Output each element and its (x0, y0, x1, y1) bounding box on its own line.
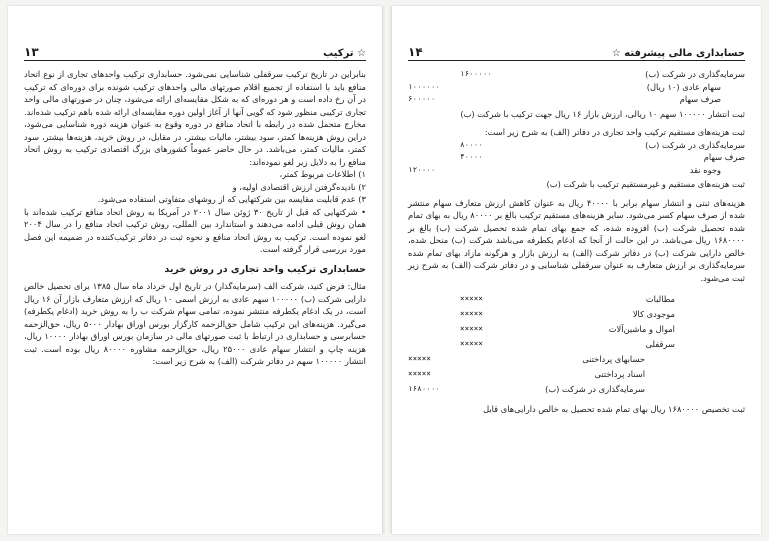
left-page (8, 6, 382, 534)
account-name: سرمایه‌گذاری در شرکت (ب) (545, 384, 645, 395)
credit-amount (408, 322, 460, 337)
allocation-row (408, 367, 745, 382)
debit-amount (460, 164, 512, 177)
book-gutter (382, 6, 392, 534)
credit-amount: ۱۲۰۰۰۰ (408, 164, 436, 174)
debit-amount (460, 367, 512, 382)
credit-amount: ۶۰۰۰۰۰ (408, 94, 436, 103)
page-number: ۱۴ (408, 45, 423, 59)
credit-amount: ××××× (408, 354, 431, 364)
page-number: ۱۳ (24, 45, 39, 59)
account-name: وجوه نقد (689, 164, 721, 175)
journal-row (408, 68, 745, 81)
debit-amount (460, 382, 512, 397)
account-name: صرف سهام (703, 152, 745, 162)
right-page-content (408, 68, 745, 422)
body-paragraph: بنابراین در تاریخ ترکیب سرقفلی شناسایی نمی‌شود. حسابداری ترکیب واحدهای تجاری از نوع اتحاد منافع باید با استفاده از تجمیع اقلام صورتهای مالی واحدهای ترکیب شونده برای دوره‌ای که ترکیب در آن رخ داده است و هر دوره‌ای که به شکل مقایسه‌ای ارائه می‌شود، چنان در صورتهای مالی واحد تجاری ترکیبی منظور شود که گویی آنها از آغاز اولین دوره مقایسه‌ای ارائه شده باهم ترکیب شده‌اند. مخارج متحمل شده در رابطه با اتحاد منافع در دوره وقوع به عنوان هزینه دوره شناسایی می‌شود، دراین روش هزینه‌ها کمتر، سود بیشتر، مالیات بیشتر، در مقابل، در روش خرید، هزینه‌ها بیشتر، سود کمتر، مالیات کمتر، می‌باشد. در حال حاضر عموماً کشورهای بزرگ اقتصادی ترکیب به روش اتحاد منافع را به دلایل زیر لغو نموده‌اند: (24, 69, 366, 167)
example-paragraph: مثال: فرض کنید، شرکت الف (سرمایه‌گذار) در تاریخ اول خرداد ماه سال ۱۳۸۵ برای تحصیل خالص دارایی شرکت (ب) ۱۰۰۰۰۰ سهم عادی به ارزش اسمی ۱۰ ریال که ارزش متعارف بازار آن ۱۶ ریال است، در یک ادغام یکطرفه منتشر نموده، تمامی سهام شرکت ب را به روش خرید (ادغام یکطرفه) می‌گیرد. هزینه‌های این ترکیب شامل حق‌الزحمه کارگزار بورس اوراق بهادار ۵۰۰۰ ریال، حق‌الزحمه حسابرسی و حسابداری در ارتباط با ثبت صورتهای مالی در سازمان بورس اوراق بهادار ۱۰۰۰۰ ریال، هزینه چاپ و انتشار سهام عادی ۲۵۰۰۰ ریال، حق‌الزحمه مشاوره ۸۰۰۰۰ ریال بوده است. ثبت انتشار ۱۰۰۰۰۰ سهم در دفاتر شرکت (الف) به شرح زیر است: (24, 281, 367, 366)
debit-amount (460, 81, 512, 94)
debit-amount: ۸۰۰۰۰ (460, 139, 483, 149)
allocation-row (408, 307, 745, 322)
account-name: موجودی کالا (632, 309, 675, 320)
journal-row (408, 164, 745, 177)
reason-item: ۱) اطلاعات مربوط کمتر، (279, 169, 366, 179)
credit-amount: ۱۶۸۰۰۰۰ (408, 384, 441, 394)
debit-amount: ۱۶۰۰۰۰۰ (460, 69, 493, 78)
journal-row (408, 151, 745, 164)
body-paragraph: هزینه‌های ثبتی و انتشار سهام برابر با ۴۰۰۰۰ ریال به عنوان کاهش ارزش متعارف سهام منتشر شده از صرف سهام کسر می‌شود. سایر هزینه‌های مستقیم ترکیب بالغ بر ۸۰۰۰۰ ریال به بهای تمام شده تحصیل شرکت (ب) افزوده شده، که جمع بهای تمام شده تحصیل شرکت (ب) بالغ بر ۱۶۸۰۰۰۰ ریال می‌باشد. در این حالت از آنجا که ادغام یکطرفه می‌باشد شرکت (ب) منحل شده، خالص دارایی شرکت (ب) در دفاتر شرکت (الف) به ارزش بازار و هرگونه مازاد بهای تمام شده سرمایه‌گذاری بر ارزش متعارف به عنوان سرقفلی شناسایی و در دفاتر شرکت (الف) به شرح زیر ثبت می‌شود. (408, 197, 745, 283)
allocation-row (408, 322, 745, 337)
running-header-title: حسابداری مالی پیشرفته ☆ (611, 48, 745, 59)
credit-amount (408, 139, 460, 152)
reason-item: ۲) نادیده‌گرفتن ارزش اقتصادی اولیه، و (232, 181, 366, 192)
account-name: سرمایه‌گذاری در شرکت (ب) (645, 139, 745, 150)
credit-amount (408, 337, 460, 352)
allocation-row (408, 382, 745, 397)
reason-item: ۳) عدم قابلیت مقایسه بین شرکتهایی که از روشهای متفاوتی استفاده می‌شود. (97, 194, 366, 204)
credit-amount: ××××× (408, 369, 431, 379)
debit-amount: ××××× (460, 339, 483, 349)
bullet-paragraph: • شرکتهایی که قبل از تاریخ ۳۰ ژوئن سال ۲۰۰۱ در آمریکا به روش اتحاد منافع ترکیب شده‌اند با همان روش قبلی ادامه می‌دهند و استاندارد بین المللی، روش ترکیب اتحاد منافع را در سال ۲۰۰۴ لغو نموده است. ترکیب به روش اتحاد منافع و نحوه ثبت در دفاتر ترکیب‌کننده در ضمیمه این فصل مورد بررسی قرار گرفته است. (24, 206, 366, 254)
account-name: اسناد پرداختنی (594, 369, 645, 380)
entry-description: ثبت انتشار ۱۰۰۰۰۰ سهم ۱۰ ریالی، ارزش بازار ۱۶ ریال جهت ترکیب با شرکت (ب) (460, 108, 745, 119)
journal-entry-direct-costs (408, 139, 745, 177)
account-name: حسابهای پرداختنی (582, 354, 645, 365)
credit-amount (408, 292, 460, 307)
journal-entry-issuance (408, 68, 745, 106)
allocation-description: ثبت تخصیص ۱۶۸۰۰۰۰ ریال بهای تمام شده تحصیل به خالص دارایی‌های قابل (483, 404, 745, 414)
account-name: مطالبات (645, 294, 675, 305)
left-page-content (24, 68, 366, 368)
left-page-header (24, 44, 366, 61)
running-header-title: ☆ ترکیب (323, 48, 366, 59)
right-page (392, 6, 761, 534)
account-name: سهام عادی (۱۰ ریال) (646, 81, 721, 92)
account-name: صرف سهام (679, 94, 721, 104)
account-name: اموال و ماشین‌آلات (608, 324, 675, 335)
credit-amount (408, 307, 460, 322)
right-page-header (408, 44, 745, 61)
credit-amount (408, 68, 460, 81)
journal-row (408, 139, 745, 152)
journal-row (408, 93, 745, 106)
debit-amount (460, 352, 512, 367)
debit-amount: ××××× (460, 309, 483, 319)
allocation-row (408, 292, 745, 307)
credit-amount (408, 151, 460, 164)
entry-intro: ثبت هزینه‌های مستقیم ترکیب واحد تجاری در دفاتر (الف) به شرح زیر است: (484, 127, 745, 137)
credit-amount: ۱۰۰۰۰۰۰ (408, 81, 441, 91)
allocation-row (408, 337, 745, 352)
account-name: سرمایه‌گذاری در شرکت (ب) (645, 69, 745, 79)
debit-amount: ××××× (460, 294, 483, 304)
section-heading: حسابداری ترکیب واحد تجاری در روش خرید (164, 263, 366, 275)
debit-amount (460, 93, 512, 106)
allocation-entry (408, 292, 745, 397)
account-name: سرقفلی (645, 339, 675, 350)
entry-description: ثبت هزینه‌های مستقیم و غیرمستقیم ترکیب با شرکت (ب) (546, 179, 745, 189)
debit-amount: ۴۰۰۰۰ (460, 152, 483, 161)
allocation-row (408, 352, 745, 367)
debit-amount: ××××× (460, 324, 483, 334)
journal-row (408, 81, 745, 94)
